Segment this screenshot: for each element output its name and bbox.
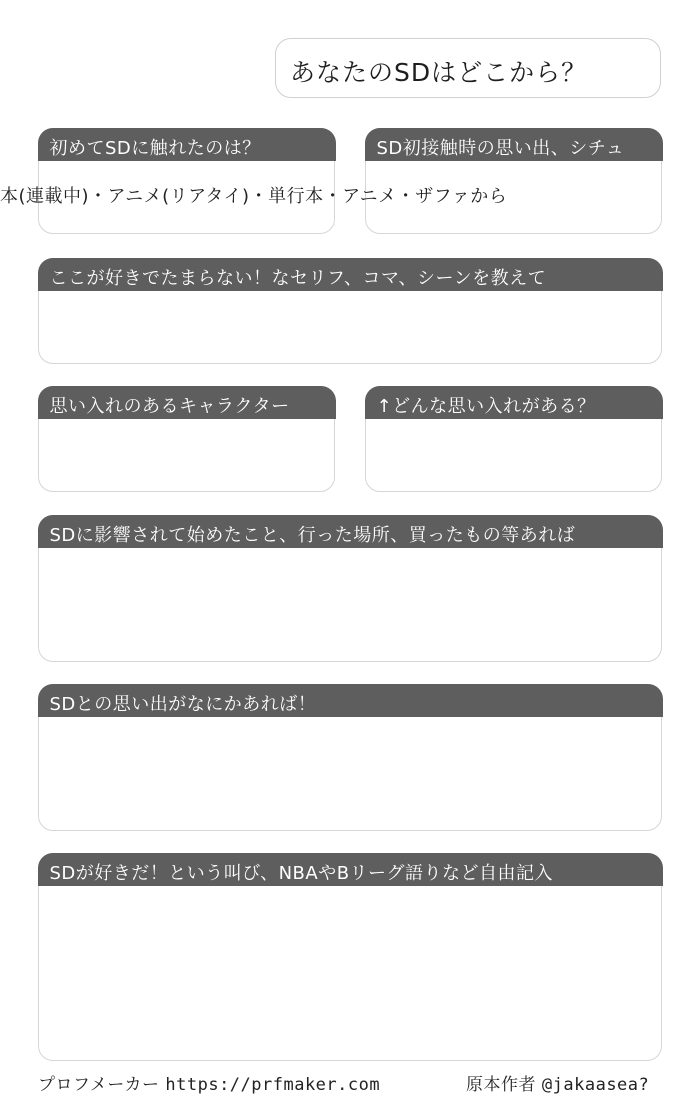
card-label: SDとの思い出がなにかあれば！ xyxy=(49,693,317,715)
card-header xyxy=(365,386,663,419)
card-label: ここが好きでたまらない！なセリフ、コマ、シーンを教えて xyxy=(49,267,547,289)
card-first-touch[interactable] xyxy=(38,128,335,234)
card-character-feelings[interactable] xyxy=(365,386,662,492)
card-header xyxy=(38,386,336,419)
card-header xyxy=(38,684,663,717)
card-memories[interactable] xyxy=(38,684,662,831)
maker-link[interactable]: https://prfmaker.com xyxy=(165,1075,381,1095)
card-first-memory[interactable] xyxy=(365,128,662,234)
title-box xyxy=(275,38,661,98)
card-header xyxy=(365,128,663,161)
card-label: SDに影響されて始めたこと、行った場所、買ったもの等あれば xyxy=(49,524,576,546)
author-handle: @jakaasea? xyxy=(541,1075,650,1095)
card-header xyxy=(38,515,663,548)
card-label: 初めてSDに触れたのは？ xyxy=(49,137,261,159)
footer-maker xyxy=(38,1070,380,1095)
card-influence[interactable] xyxy=(38,515,662,662)
card-header xyxy=(38,258,663,291)
card-header xyxy=(38,128,336,161)
page-title: あなたのSDはどこから？ xyxy=(290,58,588,87)
first-touch-answer: 本(連載中)・アニメ(リアタイ)・単行本・アニメ・ザファから xyxy=(0,186,508,207)
card-label: SDが好きだ！という叫び、NBAやBリーグ語りなど自由記入 xyxy=(49,862,554,884)
card-favorite-scene[interactable] xyxy=(38,258,662,364)
footer-author xyxy=(466,1070,649,1095)
card-label: SD初接触時の思い出、シチュ xyxy=(376,137,625,159)
author-label: 原本作者 xyxy=(466,1075,536,1095)
card-free-text[interactable] xyxy=(38,853,662,1061)
card-label: ↑どんな思い入れがある？ xyxy=(376,395,596,417)
card-header xyxy=(38,853,663,886)
maker-label: プロフメーカー xyxy=(38,1075,160,1095)
card-favorite-character[interactable] xyxy=(38,386,335,492)
card-label: 思い入れのあるキャラクター xyxy=(49,395,290,417)
